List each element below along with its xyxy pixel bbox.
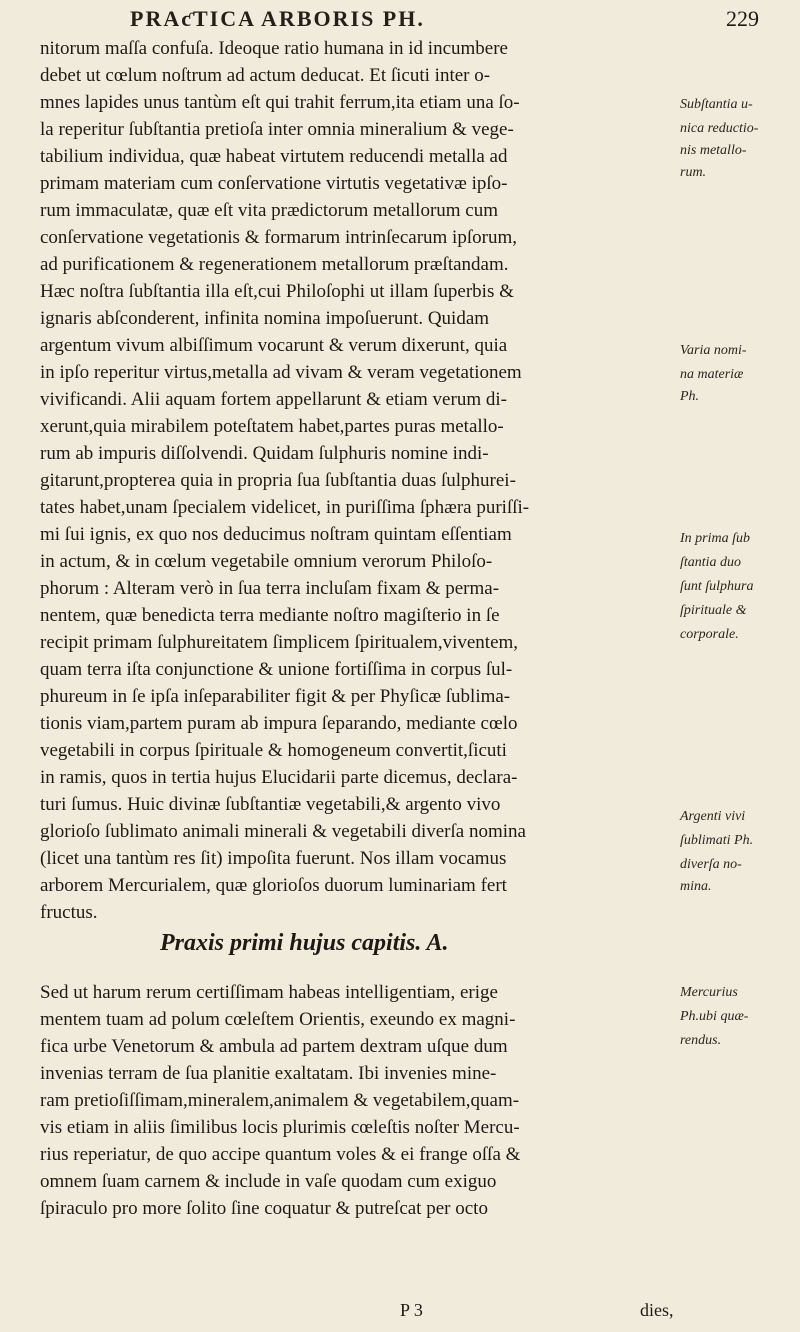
catchword: dies, bbox=[640, 1300, 674, 1320]
text-line: rius reperiatur, de quo accipe quantum voles & ei frange oſſa & bbox=[40, 1144, 521, 1165]
margin-note: diverſa no- bbox=[680, 857, 742, 872]
text-line: glorioſo ſublimato animali minerali & vegetabili diverſa nomina bbox=[40, 821, 526, 842]
margin-note: ſpirituale & bbox=[680, 603, 747, 618]
text-line: fica urbe Venetorum & ambula ad partem dextram uſque dum bbox=[40, 1036, 508, 1057]
margin-note: In prima ſub bbox=[680, 531, 750, 546]
text-line: Hæc noſtra ſubſtantia illa eſt,cui Philoſophi ut illam ſuperbis & bbox=[40, 281, 514, 302]
margin-note: mina. bbox=[680, 879, 712, 894]
text-line: argentum vivum albiſſimum vocarunt & verum dixerunt, quia bbox=[40, 335, 508, 356]
text-line: rum ab impuris diſſolvendi. Quidam ſulphuris nomine indi- bbox=[40, 443, 489, 464]
text-line: phorum : Alteram verò in ſua terra incluſam fixam & perma- bbox=[40, 578, 500, 599]
margin-note: Varia nomi- bbox=[680, 343, 747, 358]
margin-note: rendus. bbox=[680, 1033, 722, 1048]
text-line: ram pretioſiſſimam,mineralem,animalem & vegetabilem,quam- bbox=[40, 1090, 520, 1111]
margin-note: ſublimati Ph. bbox=[680, 833, 754, 848]
running-title: PRAƈTICA ARBORIS PH. bbox=[130, 6, 425, 31]
text-line: mentem tuam ad polum cœleſtem Orientis, exeundo ex magni- bbox=[40, 1009, 516, 1030]
text-line: vegetabili in corpus ſpirituale & homogeneum convertit,ſicuti bbox=[40, 740, 507, 761]
text-line: in ramis, quos in tertia hujus Elucidarii parte dicemus, declara- bbox=[40, 767, 518, 788]
text-line: rum immaculatæ, quæ eſt vita prædictorum metallorum cum bbox=[40, 200, 499, 221]
margin-note: Ph. bbox=[680, 389, 700, 404]
text-line: ſpiraculo pro more ſolito ſine coquatur & putreſcat per octo bbox=[40, 1198, 488, 1219]
text-line: nentem, quæ benedicta terra mediante noſtro magiſterio in ſe bbox=[40, 605, 500, 626]
section-heading: Praxis primi hujus capitis. A. bbox=[160, 930, 449, 956]
text-line: primam materiam cum conſervatione virtutis vegetativæ ipſo- bbox=[40, 173, 508, 194]
text-line: la reperitur ſubſtantia pretioſa inter omnia mineralium & vege- bbox=[40, 119, 514, 140]
text-line: recipit primam ſulphureitatem ſimplicem ſpiritualem,viventem, bbox=[40, 632, 519, 653]
text-line: nitorum maſſa confuſa. Ideoque ratio humana in id incumbere bbox=[40, 38, 508, 59]
text-line: fructus. bbox=[40, 902, 98, 923]
margin-note: Mercurius bbox=[680, 985, 738, 1000]
margin-note: nis metallo- bbox=[680, 143, 747, 158]
margin-note: rum. bbox=[680, 165, 707, 180]
text-line: vis etiam in aliis ſimilibus locis plurimis cœleſtis noſter Mercu- bbox=[40, 1117, 520, 1138]
text-line: omnem ſuam carnem & include in vaſe quodam cum exiguo bbox=[40, 1171, 497, 1192]
text-line: (licet una tantùm res ſit) impoſita fuerunt. Nos illam vocamus bbox=[40, 848, 507, 869]
text-line: mnes lapides unus tantùm eſt qui trahit ferrum,ita etiam una ſo- bbox=[40, 92, 520, 113]
text-line: tabilium individua, quæ habeat virtutem reducendi metalla ad bbox=[40, 146, 508, 167]
text-line: gitarunt,propterea quia in propria ſua ſubſtantia duas ſulphurei- bbox=[40, 470, 516, 491]
margin-note: Ph.ubi quæ- bbox=[680, 1009, 749, 1024]
margin-note: nica reductio- bbox=[680, 121, 759, 136]
margin-note: corporale. bbox=[680, 627, 739, 642]
text-line: in ipſo reperitur virtus,metalla ad vivam & veram vegetationem bbox=[40, 362, 522, 383]
margin-note: Argenti vivi bbox=[680, 809, 746, 824]
text-line: arborem Mercurialem, quæ glorioſos duorum luminariam fert bbox=[40, 875, 507, 896]
page-number: 229 bbox=[726, 6, 759, 31]
text-line: phureum in ſe ipſa inſeparabiliter figit & per Phyſicæ ſublima- bbox=[40, 686, 511, 707]
text-line: mi ſui ignis, ex quo nos deducimus noſtram quintam eſſentiam bbox=[40, 524, 512, 545]
text-line: xerunt,quia mirabilem poteſtatem habet,partes puras metallo- bbox=[40, 416, 504, 437]
text-line: debet ut cœlum noſtrum ad actum deducat. Et ſicuti inter o- bbox=[40, 65, 491, 86]
text-line: ignaris abſconderent, infinita nomina impoſuerunt. Quidam bbox=[40, 308, 490, 329]
margin-note: na materiæ bbox=[680, 367, 744, 382]
text-line: ad purificationem & regenerationem metallorum præſtandam. bbox=[40, 254, 509, 275]
margin-note: ſunt ſulphura bbox=[680, 579, 754, 594]
text-line: Sed ut harum rerum certiſſimam habeas intelligentiam, erige bbox=[40, 982, 498, 1003]
text-line: turi ſumus. Huic divinæ ſubſtantiæ vegetabili,& argento vivo bbox=[40, 794, 501, 815]
text-line: tates habet,unam ſpecialem videlicet, in puriſſima ſphæra puriſſi- bbox=[40, 497, 530, 518]
text-line: in actum, & in cœlum vegetabile omnium verorum Philoſo- bbox=[40, 551, 493, 572]
signature-mark: P 3 bbox=[400, 1300, 423, 1320]
text-line: tionis viam,partem puram ab impura ſeparando, mediante cœlo bbox=[40, 713, 518, 734]
margin-note: Subſtantia u- bbox=[680, 97, 753, 112]
text-line: invenias terram de ſua planitie exaltatam. Ibi invenies mine- bbox=[40, 1063, 497, 1084]
text-line: vivificandi. Alii aquam fortem appellarunt & etiam verum di- bbox=[40, 389, 507, 410]
text-line: quam terra iſta conjunctione & unione fortiſſima in corpus ſul- bbox=[40, 659, 513, 680]
page-header bbox=[0, 4, 800, 40]
margin-note: ſtantia duo bbox=[680, 555, 742, 570]
page-footer bbox=[0, 1300, 800, 1330]
text-line: conſervatione vegetationis & formarum intrinſecarum ipſorum, bbox=[40, 227, 517, 248]
